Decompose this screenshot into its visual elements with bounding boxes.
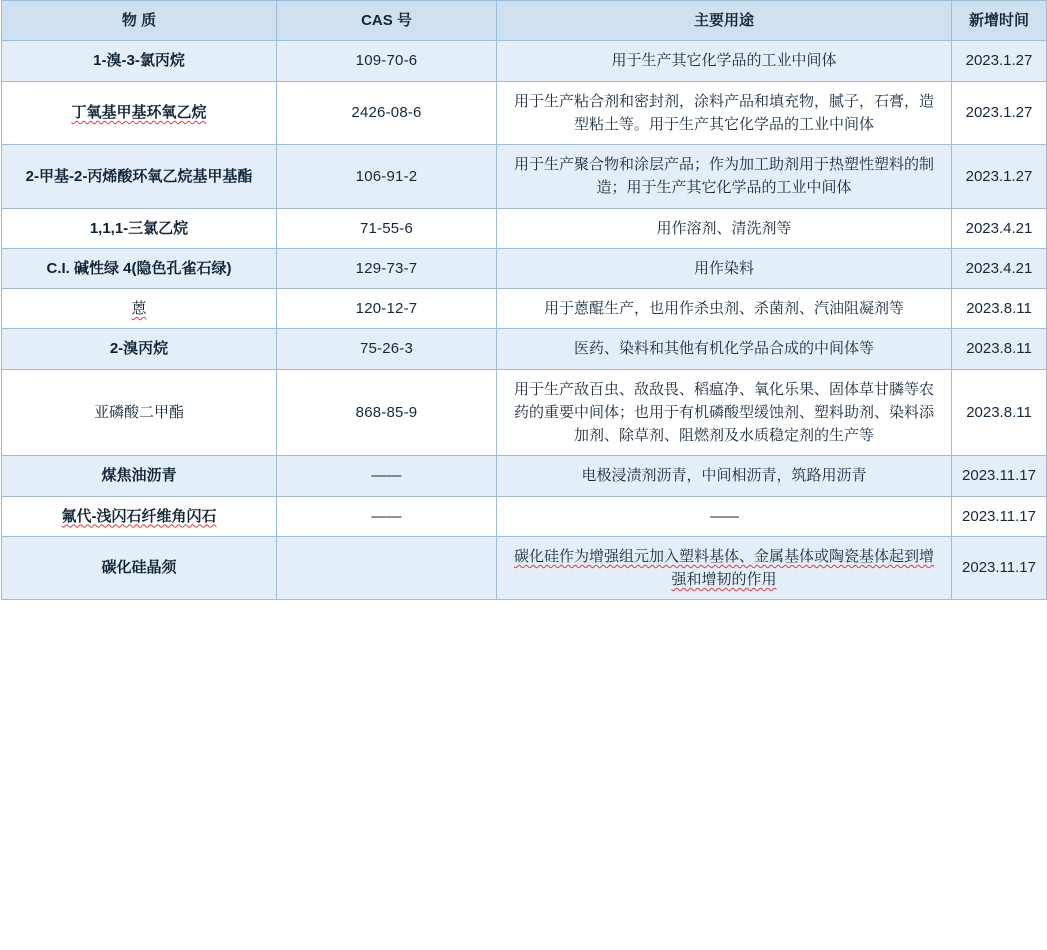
table-row [2,369,1047,456]
table-row [2,81,1047,145]
cell-substance: 2-溴丙烷 [2,329,277,369]
cell-added-date: 2023.11.17 [952,536,1047,600]
cell-cas: 2426-08-6 [277,81,497,145]
cell-substance: 2-甲基-2-丙烯酸环氧乙烷基甲基酯 [2,145,277,209]
cell-cas: —— [277,496,497,536]
table-row [2,456,1047,496]
cell-substance: 蒽 [2,289,277,329]
cell-substance: 丁氧基甲基环氧乙烷 [2,81,277,145]
column-header-main-use: 主要用途 [497,1,952,41]
cell-cas: 109-70-6 [277,41,497,81]
cell-main-use: 用于生产聚合物和涂层产品；作为加工助剂用于热塑性塑料的制造；用于生产其它化学品的工业中间体 [497,145,952,209]
cell-cas: 868-85-9 [277,369,497,456]
cell-cas: 129-73-7 [277,248,497,288]
table-row [2,329,1047,369]
cell-added-date: 2023.8.11 [952,369,1047,456]
table-row [2,41,1047,81]
cell-substance: 1,1,1-三氯乙烷 [2,208,277,248]
cell-cas: 120-12-7 [277,289,497,329]
cell-main-use: 用作溶剂、清洗剂等 [497,208,952,248]
cell-added-date: 2023.11.17 [952,496,1047,536]
cell-substance: 亚磷酸二甲酯 [2,369,277,456]
cell-main-use: 用于生产粘合剂和密封剂，涂料产品和填充物，腻子，石膏，造型粘土等。用于生产其它化学品的工业中间体 [497,81,952,145]
cell-main-use: 用于蒽醌生产，也用作杀虫剂、杀菌剂、汽油阻凝剂等 [497,289,952,329]
cell-cas: 106-91-2 [277,145,497,209]
column-header-cas: CAS 号 [277,1,497,41]
substance-table [1,0,1047,600]
cell-main-use: —— [497,496,952,536]
table-header-row [2,1,1047,41]
table-row [2,536,1047,600]
column-header-substance: 物 质 [2,1,277,41]
cell-added-date: 2023.8.11 [952,329,1047,369]
cell-substance: 氟代-浅闪石纤维角闪石 [2,496,277,536]
cell-cas: 71-55-6 [277,208,497,248]
table-body [2,41,1047,600]
cell-added-date: 2023.1.27 [952,41,1047,81]
cell-added-date: 2023.11.17 [952,456,1047,496]
column-header-added-date: 新增时间 [952,1,1047,41]
table-header [2,1,1047,41]
cell-added-date: 2023.8.11 [952,289,1047,329]
table-row [2,248,1047,288]
cell-substance: 碳化硅晶须 [2,536,277,600]
cell-cas: —— [277,456,497,496]
table-row [2,145,1047,209]
cell-added-date: 2023.1.27 [952,145,1047,209]
cell-added-date: 2023.4.21 [952,248,1047,288]
cell-substance: 煤焦油沥青 [2,456,277,496]
cell-substance: 1-溴-3-氯丙烷 [2,41,277,81]
cell-main-use: 电极浸渍剂沥青，中间相沥青，筑路用沥青 [497,456,952,496]
cell-main-use: 用于生产其它化学品的工业中间体 [497,41,952,81]
cell-cas: 75-26-3 [277,329,497,369]
table-row [2,208,1047,248]
cell-main-use: 用作染料 [497,248,952,288]
cell-added-date: 2023.4.21 [952,208,1047,248]
table-row [2,289,1047,329]
cell-main-use: 用于生产敌百虫、敌敌畏、稻瘟净、氧化乐果、固体草甘膦等农药的重要中间体；也用于有机磷酸型缓蚀剂、塑料助剂、染料添加剂、除草剂、阻燃剂及水质稳定剂的生产等 [497,369,952,456]
cell-added-date: 2023.1.27 [952,81,1047,145]
cell-main-use: 碳化硅作为增强组元加入塑料基体、金属基体或陶瓷基体起到增强和增韧的作用 [497,536,952,600]
table-row [2,496,1047,536]
cell-main-use: 医药、染料和其他有机化学品合成的中间体等 [497,329,952,369]
cell-substance: C.I. 碱性绿 4(隐色孔雀石绿) [2,248,277,288]
cell-cas [277,536,497,600]
